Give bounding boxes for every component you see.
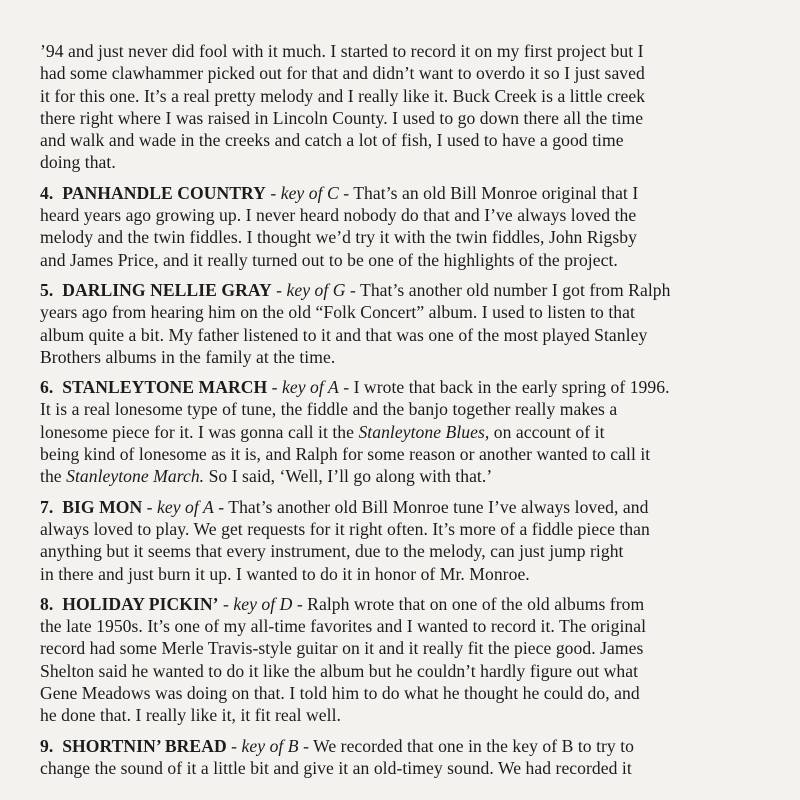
track-8-paragraph bbox=[40, 593, 760, 727]
track-heading-line: 5. DARLING NELLIE GRAY - key of G - That’s another old number I got from Ralph bbox=[40, 279, 671, 300]
track-6-paragraph bbox=[40, 376, 760, 487]
track-title: STANLEYTONE MARCH bbox=[62, 377, 268, 398]
track-text: - That’s another old number I got from Ralph bbox=[350, 279, 671, 300]
track-title: DARLING NELLIE GRAY bbox=[62, 279, 272, 300]
track-title: SHORTNIN’ BREAD bbox=[62, 735, 227, 756]
text-line: album quite a bit. My father listened to it and that was one of the most played Stanley bbox=[40, 324, 648, 345]
track-5-paragraph bbox=[40, 279, 760, 368]
text-line: the late 1950s. It’s one of my all-time favorites and I wanted to record it. The original bbox=[40, 616, 647, 637]
track-key: key of B bbox=[241, 735, 299, 756]
track-heading-line: 9. SHORTNIN’ BREAD - key of B - We recorded that one in the key of B to try to bbox=[40, 735, 634, 756]
track-number: 4. bbox=[40, 182, 54, 203]
track-number: 7. bbox=[40, 496, 54, 517]
text-line: melody and the twin fiddles. I thought we’d try it with the twin fiddles, John Rigsby bbox=[40, 227, 637, 248]
track-title: BIG MON bbox=[62, 496, 143, 517]
text-line: It is a real lonesome type of tune, the fiddle and the banjo together really makes a bbox=[40, 399, 618, 420]
track-text: - We recorded that one in the key of B to try to bbox=[303, 735, 634, 756]
italic-song-title: Stanleytone March. bbox=[66, 466, 205, 487]
italic-song-title: Stanleytone Blues, bbox=[358, 421, 490, 442]
text-line: ’94 and just never did fool with it much. I started to record it on my first project but I bbox=[40, 41, 644, 61]
text-line: Shelton said he wanted to do it like the album but he couldn’t hardly figure out what bbox=[40, 660, 639, 681]
track-number: 5. bbox=[40, 279, 54, 300]
track-text: - That’s an old Bill Monroe original that I bbox=[343, 182, 639, 203]
text-line: it for this one. It’s a real pretty melody and I really like it. Buck Creek is a little creek bbox=[40, 85, 646, 106]
text-line: anything but it seems that every instrument, due to the melody, can just jump right bbox=[40, 541, 624, 562]
track-text: - That’s another old Bill Monroe tune I’ve always loved, and bbox=[218, 496, 649, 517]
track-9-paragraph bbox=[40, 735, 760, 780]
track-text: - I wrote that back in the early spring of 1996. bbox=[343, 377, 670, 398]
text-segment: So I said, ‘Well, I’ll go along with that.’ bbox=[204, 466, 493, 487]
track-title: HOLIDAY PICKIN’ bbox=[62, 593, 219, 614]
text-segment: lonesome piece for it. I was gonna call it the bbox=[40, 421, 359, 442]
track-text: - Ralph wrote that on one of the old albums from bbox=[296, 593, 645, 614]
text-line: years ago from hearing him on the old “Folk Concert” album. I used to listen to that bbox=[40, 302, 635, 323]
track-title: PANHANDLE COUNTRY bbox=[62, 182, 266, 203]
track-heading-line: 6. STANLEYTONE MARCH - key of A - I wrote that back in the early spring of 1996. bbox=[40, 377, 670, 398]
track-4-paragraph bbox=[40, 182, 760, 271]
track-number: 9. bbox=[40, 735, 54, 756]
text-line: in there and just burn it up. I wanted to do it in honor of Mr. Monroe. bbox=[40, 563, 530, 584]
track-number: 8. bbox=[40, 593, 54, 614]
text-line: always loved to play. We get requests for it right often. It’s more of a fiddle piece than bbox=[40, 518, 650, 539]
text-line bbox=[40, 421, 760, 443]
text-segment: on account of it bbox=[489, 421, 605, 442]
track-number: 6. bbox=[40, 377, 54, 398]
text-line: Brothers albums in the family at the time. bbox=[40, 346, 336, 367]
text-line: had some clawhammer picked out for that and didn’t want to overdo it so I just saved bbox=[40, 63, 645, 84]
intro-paragraph bbox=[40, 40, 760, 174]
track-heading-line: 4. PANHANDLE COUNTRY - key of C - That’s an old Bill Monroe original that I bbox=[40, 182, 639, 203]
text-line: doing that. bbox=[40, 152, 116, 173]
text-line: he done that. I really like it, it fit real well. bbox=[40, 705, 341, 726]
text-line: there right where I was raised in Lincoln County. I used to go down there all the time bbox=[40, 107, 644, 128]
track-key: key of G bbox=[286, 279, 346, 300]
track-key: key of C bbox=[280, 182, 339, 203]
track-key: key of A bbox=[282, 377, 339, 398]
text-line bbox=[40, 465, 760, 487]
text-line: heard years ago growing up. I never heard nobody do that and I’ve always loved the bbox=[40, 205, 637, 226]
track-heading-line: 7. BIG MON - key of A - That’s another old Bill Monroe tune I’ve always loved, and bbox=[40, 496, 649, 517]
text-line: being kind of lonesome as it is, and Ralph for some reason or another wanted to call it bbox=[40, 444, 651, 465]
text-line: Gene Meadows was doing on that. I told him to do what he thought he could do, and bbox=[40, 683, 640, 704]
track-heading-line: 8. HOLIDAY PICKIN’ - key of D - Ralph wrote that on one of the old albums from bbox=[40, 593, 645, 614]
text-segment: the bbox=[40, 466, 67, 487]
track-key: key of D bbox=[233, 593, 293, 614]
text-line: change the sound of it a little bit and give it an old-timey sound. We had recorded it bbox=[40, 757, 632, 778]
text-line: and James Price, and it really turned out to be one of the highlights of the project. bbox=[40, 249, 618, 270]
track-7-paragraph bbox=[40, 496, 760, 585]
track-key: key of A bbox=[157, 496, 214, 517]
text-line: record had some Merle Travis-style guitar on it and it really fit the piece good. James bbox=[40, 638, 644, 659]
text-line: and walk and wade in the creeks and catch a lot of fish, I used to have a good time bbox=[40, 130, 624, 151]
